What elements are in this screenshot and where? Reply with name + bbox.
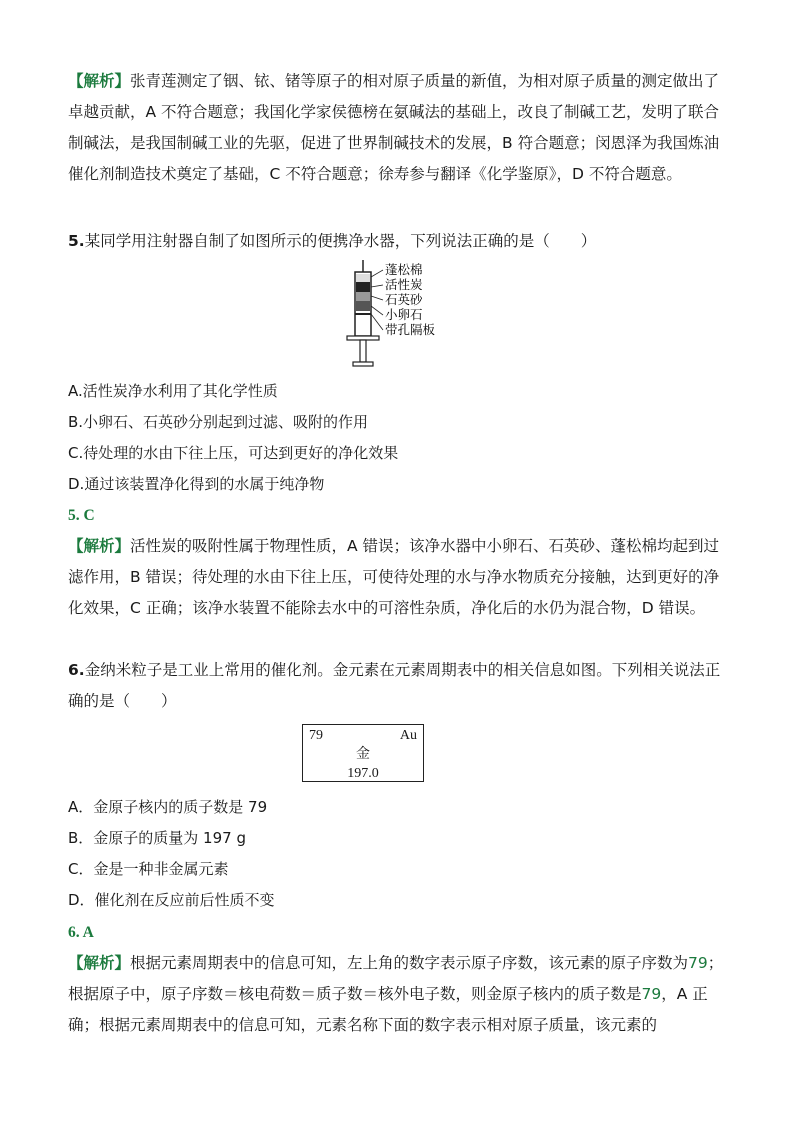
label-pebbles: 小卵石	[385, 307, 423, 322]
analysis-text-c: ；根据原子中，原子序数＝核电荷数＝质子数＝核外电子数，则金原子核内的质子数是	[68, 954, 724, 1003]
analysis-text-e: ，A 正确；根据元素周期表中的信息可知，元素名称下面的数字表示相对原子质量，该元素的	[68, 985, 708, 1034]
analysis-tag: 【解析】	[68, 954, 131, 972]
option-b: B．金原子的质量为 197 g	[68, 829, 246, 847]
label-perforated-plate: 带孔隔板	[385, 322, 436, 337]
question-6-options	[68, 792, 728, 916]
analysis-text: 活性炭的吸附性属于物理性质，A 错误；该净水器中小卵石、石英砂、蓬松棉均起到过滤作用，B 错误；待处理的水由下往上压，可使待处理的水与净水物质充分接触，达到更好的净化效果，C 正确；该净水装置不能除去水中的可溶性杂质，净化后的水仍为混合物，D 错误。	[68, 537, 720, 617]
analysis-tag: 【解析】	[68, 72, 131, 90]
atomic-mass: 197.0	[347, 766, 379, 781]
analysis-text: 张青莲测定了铟、铱、锗等原子的相对原子质量的新值，为相对原子质量的测定做出了卓越贡献，A 不符合题意；我国化学家侯德榜在氨碱法的基础上，改良了制碱工艺，发明了联合制碱法，是我国制碱工业的先驱，促进了世界制碱技术的发展，B 符合题意；闵恩泽为我国炼油催化剂制造技术奠定了基础，C 不符合题意；徐寿参与翻译《化学鉴原》，D 不符合题意。	[68, 72, 720, 183]
syringe-water-purifier-figure	[285, 258, 455, 370]
option-a: A.活性炭净水利用了其化学性质	[68, 382, 278, 400]
label-cotton: 蓬松棉	[385, 262, 423, 277]
analysis-number: 79	[688, 954, 708, 972]
question-stem: 金纳米粒子是工业上常用的催化剂。金元素在元素周期表中的相关信息如图。下列相关说法正确的是（ ）	[68, 661, 721, 710]
option-d: D．催化剂在反应前后性质不变	[68, 891, 275, 909]
question-number: 6.	[68, 661, 85, 679]
label-quartz-sand: 石英砂	[385, 292, 423, 307]
answer-5: 5. C	[68, 507, 95, 524]
element-name: 金	[356, 747, 370, 762]
analysis-6	[68, 948, 728, 1041]
element-symbol: Au	[399, 728, 417, 743]
analysis-number: 79	[641, 985, 662, 1003]
question-5-options	[68, 376, 728, 500]
analysis-4	[68, 66, 728, 190]
option-b: B.小卵石、石英砂分别起到过滤、吸附的作用	[68, 413, 369, 431]
option-a: A．金原子核内的质子数是 79	[68, 798, 268, 816]
question-5	[68, 226, 728, 257]
option-c: C．金是一种非金属元素	[68, 860, 229, 878]
element-card-au	[302, 724, 424, 782]
atomic-number: 79	[309, 728, 323, 743]
question-stem: 某同学用注射器自制了如图所示的便携净水器，下列说法正确的是（ ）	[84, 232, 597, 250]
analysis-text-a: 根据元素周期表中的信息可知，左上角的数字表示原子序数，该元素的原子序数为	[130, 954, 689, 972]
question-6	[68, 655, 728, 717]
label-activated-carbon: 活性炭	[385, 277, 423, 292]
option-d: D.通过该装置净化得到的水属于纯净物	[68, 475, 325, 493]
answer-6: 6. A	[68, 924, 94, 941]
analysis-tag: 【解析】	[68, 537, 131, 555]
analysis-5	[68, 531, 728, 624]
question-number: 5.	[68, 232, 85, 250]
option-c: C.待处理的水由下往上压，可达到更好的净化效果	[68, 444, 399, 462]
